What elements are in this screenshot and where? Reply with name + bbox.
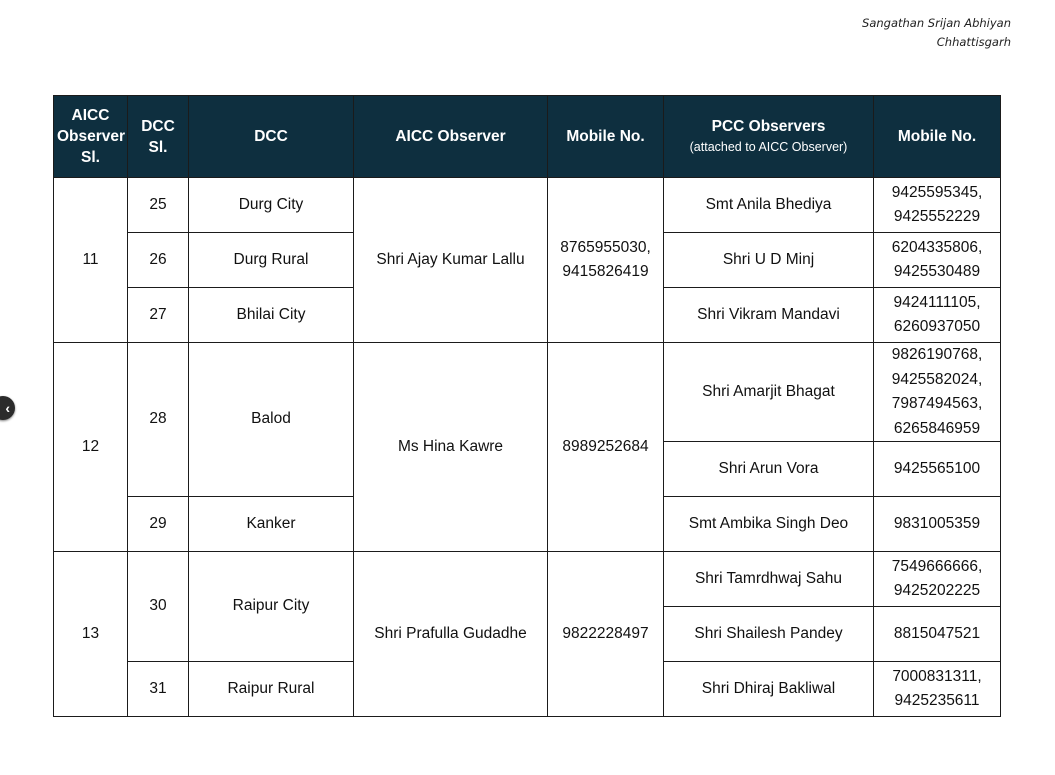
pcc-mobile-cell — [874, 288, 1001, 343]
mobile-number: 9826190768, — [891, 346, 983, 363]
aicc-mobile-cell — [548, 343, 664, 552]
aicc-observer-cell: Shri Ajay Kumar Lallu — [354, 178, 548, 343]
mobile-number: 7000831311, — [892, 667, 982, 685]
dcc-sl-cell: 25 — [128, 178, 189, 233]
pcc-mobile-cell — [874, 497, 1001, 552]
mobile-number: 9822228497 — [562, 624, 649, 642]
pcc-mobile-cell — [874, 178, 1001, 233]
mobile-number: 7549666666, — [891, 557, 983, 575]
dcc-name-cell: Raipur Rural — [189, 662, 354, 717]
mobile-number: 9831005359 — [893, 514, 981, 532]
pcc-observer-cell: Shri Arun Vora — [664, 442, 874, 497]
aicc-observer-cell: Ms Hina Kawre — [354, 343, 548, 552]
mobile-number: 6265846959 — [893, 419, 981, 437]
dcc-name-cell: Raipur City — [189, 552, 354, 662]
mobile-number: 7987494563, — [891, 395, 983, 412]
header-mobile-no: Mobile No. — [548, 96, 664, 178]
mobile-number: 9425565100 — [893, 459, 981, 477]
dcc-sl-cell: 31 — [128, 662, 189, 717]
header-pcc-mobile-no: Mobile No. — [874, 96, 1001, 178]
mobile-number: 9424111105, — [893, 293, 981, 311]
mobile-number: 8765955030, — [560, 238, 651, 256]
aicc-sl-cell: 11 — [54, 178, 128, 343]
mobile-number: 9425530489 — [893, 263, 981, 280]
observers-table — [53, 95, 1001, 717]
dcc-name-cell: Bhilai City — [189, 288, 354, 343]
pcc-observer-cell: Shri Vikram Mandavi — [664, 288, 874, 343]
dcc-name-cell: Balod — [189, 343, 354, 497]
table-header-row — [54, 96, 1001, 178]
mobile-number: 9425595345, — [891, 183, 983, 201]
mobile-number: 9425582024, — [891, 370, 983, 388]
aicc-mobile-cell — [548, 178, 664, 343]
pcc-mobile-cell — [874, 607, 1001, 662]
dcc-sl-cell: 30 — [128, 552, 189, 662]
header-note — [862, 14, 1011, 52]
aicc-mobile-cell — [548, 552, 664, 717]
header-aicc-observer: AICC Observer — [354, 96, 548, 178]
header-note-line2: Chhattisgarh — [936, 35, 1011, 49]
mobile-number: 9415826419 — [562, 263, 649, 280]
header-pcc-observers-title: PCC Observers — [711, 118, 826, 135]
pcc-observer-cell: Shri Shailesh Pandey — [664, 607, 874, 662]
dcc-name-cell: Durg Rural — [189, 233, 354, 288]
header-pcc-observers-subtitle: (attached to AICC Observer) — [689, 140, 848, 154]
mobile-number: 6204335806, — [891, 238, 983, 256]
dcc-name-cell: Kanker — [189, 497, 354, 552]
aicc-sl-cell: 12 — [54, 343, 128, 552]
header-aicc-observer-sl: AICC Observer Sl. — [54, 96, 128, 178]
mobile-number: 8815047521 — [893, 624, 981, 642]
pcc-mobile-cell — [874, 343, 1001, 442]
pcc-mobile-cell — [874, 662, 1001, 717]
pcc-observer-cell: Shri Amarjit Bhagat — [664, 343, 874, 442]
aicc-observer-cell: Shri Prafulla Gudadhe — [354, 552, 548, 717]
header-dcc-sl: DCC Sl. — [128, 96, 189, 178]
pcc-mobile-cell — [874, 233, 1001, 288]
pcc-mobile-cell — [874, 442, 1001, 497]
pcc-observer-cell: Smt Ambika Singh Deo — [664, 497, 874, 552]
header-pcc-observers — [664, 96, 874, 178]
dcc-sl-cell: 26 — [128, 233, 189, 288]
header-note-line1: Sangathan Srijan Abhiyan — [862, 16, 1011, 30]
table-row — [54, 343, 1001, 442]
pcc-observer-cell: Shri U D Minj — [664, 233, 874, 288]
pcc-observer-cell: Shri Dhiraj Bakliwal — [664, 662, 874, 717]
pcc-observer-cell: Smt Anila Bhediya — [664, 178, 874, 233]
header-dcc: DCC — [189, 96, 354, 178]
mobile-number: 8989252684 — [562, 437, 649, 455]
mobile-number: 9425202225 — [893, 582, 981, 599]
chevron-left-icon: ‹ — [5, 400, 10, 416]
aicc-sl-cell: 13 — [54, 552, 128, 717]
pcc-mobile-cell — [874, 552, 1001, 607]
mobile-number: 9425235611 — [894, 692, 980, 709]
dcc-sl-cell: 27 — [128, 288, 189, 343]
dcc-sl-cell: 28 — [128, 343, 189, 497]
dcc-sl-cell: 29 — [128, 497, 189, 552]
pcc-observer-cell: Shri Tamrdhwaj Sahu — [664, 552, 874, 607]
dcc-name-cell: Durg City — [189, 178, 354, 233]
previous-page-button[interactable] — [0, 396, 15, 420]
mobile-number: 9425552229 — [893, 208, 981, 225]
table-row — [54, 552, 1001, 607]
mobile-number: 6260937050 — [893, 318, 981, 335]
table-row — [54, 178, 1001, 233]
